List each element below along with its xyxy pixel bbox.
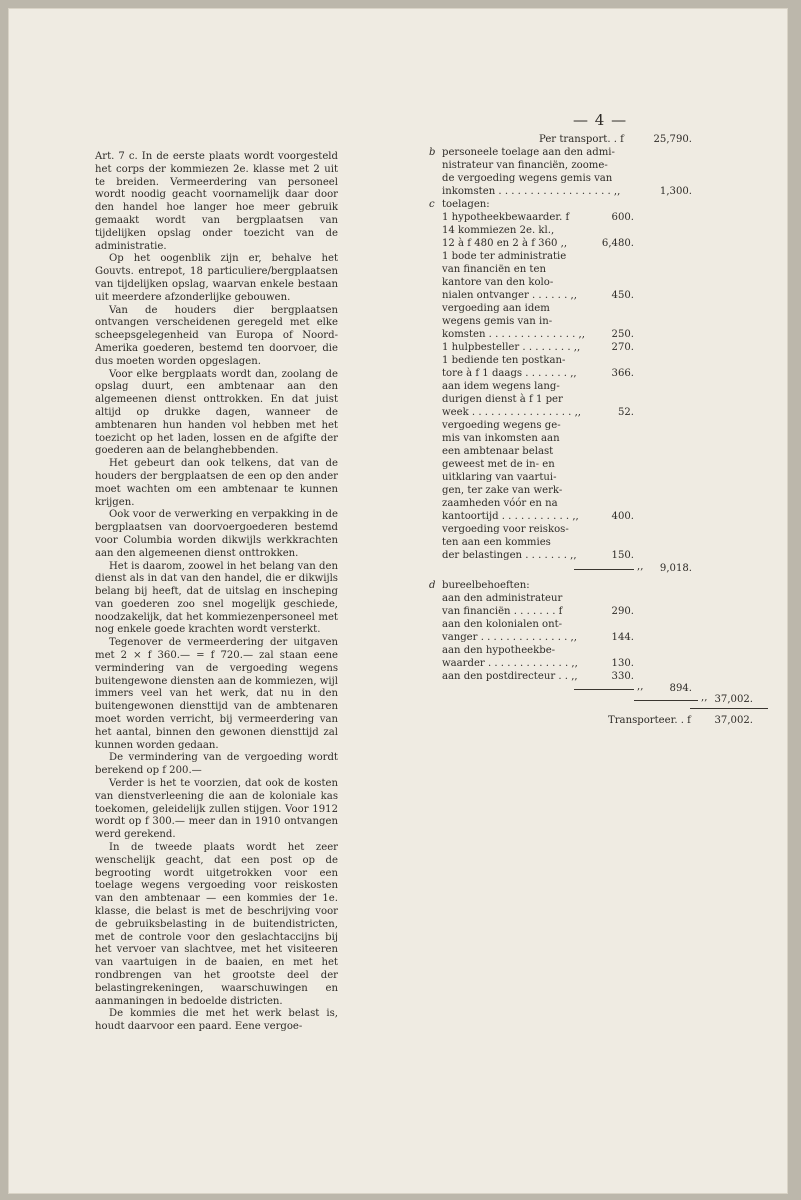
c-line: van financiën en ten <box>442 264 546 275</box>
d-line: vanger . . . . . . . . . . . . . . ,, <box>442 632 577 643</box>
paragraph: Van de houders dier bergplaatsen ontvangen verscheidenen geregeld met elke scheepsgelegenheid van Europa of Noord-Amerika goederen, bestemd ten doorvoer, die dus moeten worden opgeslagen. <box>95 304 338 367</box>
c-line: vergoeding voor reiskos- <box>442 524 569 535</box>
d-line: aan den hypotheekbe- <box>442 645 556 656</box>
transporteer-amount: 37,002. <box>714 715 753 726</box>
d-line: aan den administrateur <box>442 593 563 604</box>
grand-total: 37,002. <box>714 694 753 705</box>
paragraph: Ook voor de verwerking en verpakking in de bergplaatsen van doorvoergoederen bestemd voor Columbia worden dikwijls werkkrachten aan den algemeenen dienst onttrokken. <box>95 509 338 559</box>
c-line: 1 bode ter administratie <box>442 251 567 262</box>
total-double-rule <box>690 708 768 709</box>
b-line: inkomsten . . . . . . . . . . . . . . . . . . ,, <box>442 186 621 197</box>
c-line: wegens gemis van in- <box>442 316 553 327</box>
b-amount: 1,300. <box>659 186 692 197</box>
c-amount: 6,480. <box>601 238 634 249</box>
page-number: — 4 — <box>573 111 628 129</box>
c-line: 1 hulpbesteller . . . . . . . . ,, <box>442 342 581 353</box>
d-amount: 130. <box>611 658 634 669</box>
c-amount: 150. <box>611 550 634 561</box>
c-line: tore à f 1 daags . . . . . . . ,, <box>442 368 577 379</box>
c-line: komsten . . . . . . . . . . . . . . ,, <box>442 329 585 340</box>
d-line: aan den postdirecteur . . ,, <box>442 671 578 682</box>
c-line: kantore van den kolo- <box>442 277 554 288</box>
transporteer-label: Transporteer. . f <box>608 715 691 726</box>
item-label-d: d <box>429 580 436 591</box>
paragraph: Voor elke bergplaats wordt dan, zoolang de opslag duurt, een ambtenaar aan den algemeenen dienst onttrokken. En dat juist altijd op drukke dagen, wanneer de ambtenaren hun handen vol hebben met het toezicht op het laden, lossen en de afgifte der goederen aan de belanghebbenden. <box>95 368 338 457</box>
c-heading: toelagen: <box>442 199 490 210</box>
paragraph: Het gebeurt dan ook telkens, dat van de houders der bergplaatsen de een op den ander moet wachten om een ambtenaar te kunnen krijgen. <box>95 458 338 508</box>
c-amount: 600. <box>611 212 634 223</box>
per-transport-label: Per transport. . f <box>539 134 624 145</box>
c-line: nialen ontvanger . . . . . . ,, <box>442 290 577 301</box>
c-line: week . . . . . . . . . . . . . . . . ,, <box>442 407 582 418</box>
paragraph: Art. 7 c. In de eerste plaats wordt voorgesteld het corps der kommiezen 2e. klasse met 2 uit te breiden. Vermeerdering van personeel wordt noodig geacht voornamelijk daar door den handel hoe langer hoe meer gebruik gemaakt wordt van bergplaatsen van tijdelijken opslag onder toezicht van de administratie. <box>95 151 338 252</box>
d-line: aan den kolonialen ont- <box>442 619 563 630</box>
left-column <box>95 151 338 1034</box>
subtotal-rule <box>574 569 634 570</box>
per-transport-amount: 25,790. <box>653 134 692 145</box>
c-line: der belastingen . . . . . . . ,, <box>442 550 577 561</box>
c-line: kantoortijd . . . . . . . . . . . ,, <box>442 511 579 522</box>
c-line: mis van inkomsten aan <box>442 433 560 444</box>
c-line: 14 kommiezen 2e. kl., <box>442 225 555 236</box>
d-total: 894. <box>669 683 692 694</box>
d-line: van financiën . . . . . . . f <box>442 606 563 617</box>
d-amount: 144. <box>611 632 634 643</box>
paragraph: De kommies die met het werk belast is, houdt daarvoor een paard. Eene vergoe- <box>95 1008 338 1033</box>
grand-total-prefix: ,, <box>701 692 708 703</box>
paragraph: Tegenover de vermeerdering der uitgaven met 2 × f 360.— = f 720.— zal staan eene vermindering van de vergoeding wegens buitengewone diensten aan de kommiezen, wijl immers veel van het werk, dat nu in den buitengewonen diensttijd van de ambtenaren moet worden verricht, bij vermeerdering van het aantal, binnen den gewonen diensttijd zal kunnen worden gedaan. <box>95 637 338 751</box>
c-line: vergoeding aan idem <box>442 303 550 314</box>
c-line: geweest met de in- en <box>442 459 555 470</box>
d-amount: 330. <box>611 671 634 682</box>
c-amount: 450. <box>611 290 634 301</box>
paragraph: De vermindering van de vergoeding wordt berekend op f 200.— <box>95 752 338 777</box>
c-line: ten aan een kommies <box>442 537 551 548</box>
d-amount: 290. <box>611 606 634 617</box>
item-label-b: b <box>429 147 436 158</box>
c-line: 1 bediende ten postkan- <box>442 355 566 366</box>
c-amount: 366. <box>611 368 634 379</box>
d-heading: bureelbehoeften: <box>442 580 530 591</box>
c-line: zaamheden vóór en na <box>442 498 558 509</box>
total-rule <box>634 700 698 701</box>
c-line: gen, ter zake van werk- <box>442 485 563 496</box>
c-amount: 52. <box>617 407 634 418</box>
b-line: nistrateur van financiën, zoome- <box>442 160 608 171</box>
document-page <box>8 8 788 1194</box>
c-amount: 250. <box>611 329 634 340</box>
c-line: aan idem wegens lang- <box>442 381 560 392</box>
c-amount: 400. <box>611 511 634 522</box>
c-line: 12 à f 480 en 2 à f 360 ,, <box>442 238 568 249</box>
c-line: uitklaring van vaartui- <box>442 472 557 483</box>
d-line: waarder . . . . . . . . . . . . . ,, <box>442 658 578 669</box>
subtotal-rule <box>574 689 634 690</box>
d-total-prefix: ,, <box>637 681 644 692</box>
c-line: vergoeding wegens ge- <box>442 420 561 431</box>
c-line: 1 hypotheekbewaarder. f <box>442 212 570 223</box>
c-total: 9,018. <box>659 563 692 574</box>
c-total-prefix: ,, <box>637 561 644 572</box>
paragraph: Verder is het te voorzien, dat ook de kosten van dienstverleening die aan de koloniale kas toekomen, geleidelijk zullen stijgen. Voor 1912 wordt op f 300.— meer dan in 1910 ontvangen werd gerekend. <box>95 778 338 841</box>
c-amount: 270. <box>611 342 634 353</box>
item-label-c: c <box>429 199 435 210</box>
paragraph: Het is daarom, zoowel in het belang van den dienst als in dat van den handel, die er dikwijls belang bij heeft, dat de uitslag en inscheping van goederen zoo snel mogelijk geschiede, noodzakelijk, dat het kommiezenpersoneel met nog enkele goede krachten wordt versterkt. <box>95 560 338 636</box>
paragraph: Op het oogenblik zijn er, behalve het Gouvts. entrepot, 18 particuliere/bergplaatsen van tijdelijken opslag, waarvan enkele bestaan uit meerdere afzonderlijke gebouwen. <box>95 253 338 303</box>
b-line: personeele toelage aan den admi- <box>442 147 615 158</box>
b-line: de vergoeding wegens gemis van <box>442 173 613 184</box>
c-line: een ambtenaar belast <box>442 446 554 457</box>
c-line: durigen dienst à f 1 per <box>442 394 563 405</box>
paragraph: In de tweede plaats wordt het zeer wenschelijk geacht, dat een post op de begrooting wordt uitgetrokken voor een toelage wegens vergoeding voor reiskosten van den ambtenaar — een kommies der 1e. klasse, die belast is met de beschrijving voor de gebruiksbelasting in de buitendistricten, met de controle voor den geslachtaccijns bij het vervoer van slachtvee, met het visiteeren van vaartuigen in de baaien, en met het rondbrengen van het grootste deel der belastingrekeningen, waarschuwingen en aanmaningen in bedoelde districten. <box>95 842 338 1007</box>
